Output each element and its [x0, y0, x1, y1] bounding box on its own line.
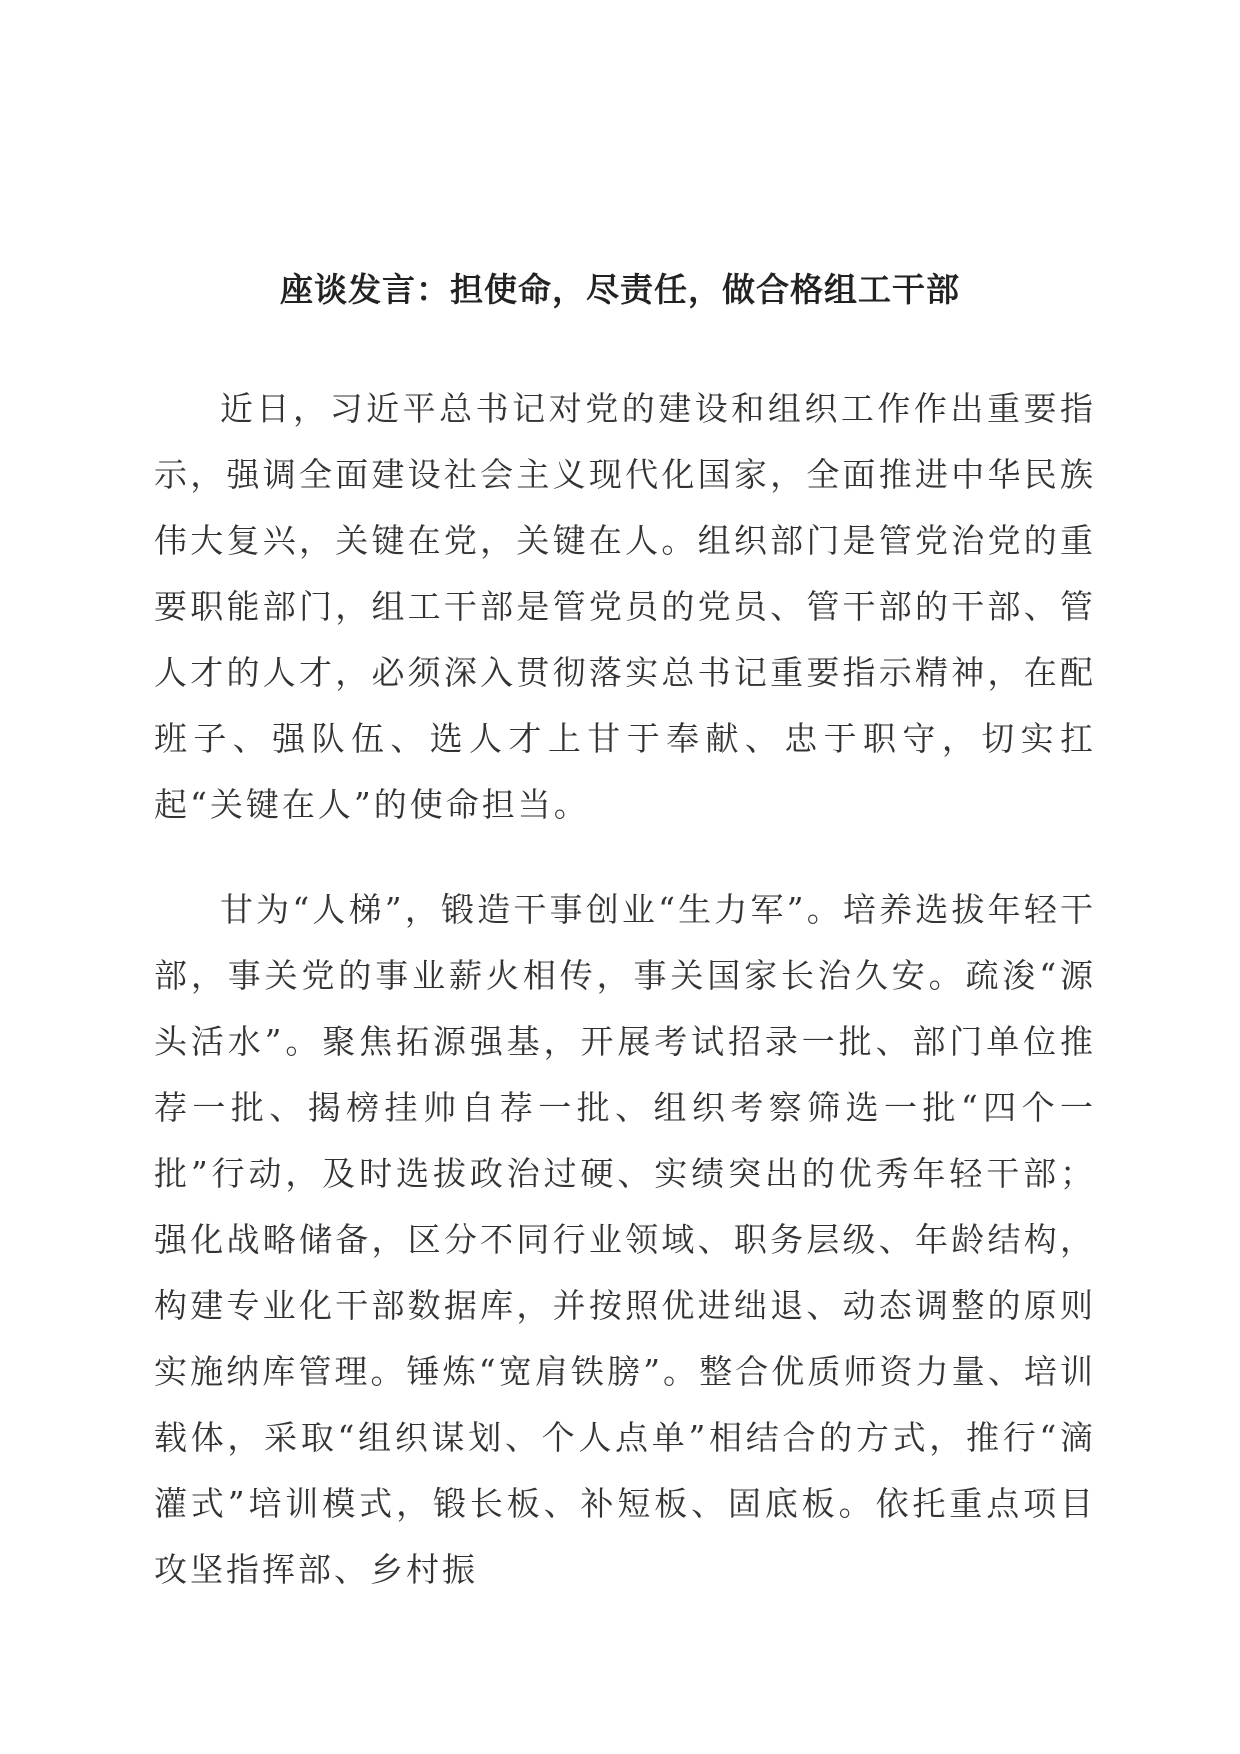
- paragraph-1: 近日，习近平总书记对党的建设和组织工作作出重要指示，强调全面建设社会主义现代化国家，全面推进中华民族伟大复兴，关键在党，关键在人。组织部门是管党治党的重要职能部门，组工干部是管党员的党员、管干部的干部、管人才的人才，必须深入贯彻落实总书记重要指示精神，在配班子、强队伍、选人才上甘于奉献、忠于职守，切实扛起“关键在人”的使命担当。: [154, 389, 1096, 824]
- paragraph-2: 甘为“人梯”，锻造干事创业“生力军”。培养选拔年轻干部，事关党的事业薪火相传，事关国家长治久安。疏浚“源头活水”。聚焦拓源强基，开展考试招录一批、部门单位推荐一批、揭榜挂帅自荐一批、组织考察筛选一批“四个一批”行动，及时选拔政治过硬、实绩突出的优秀年轻干部；强化战略储备，区分不同行业领域、职务层级、年龄结构，构建专业化干部数据库，并按照优进绌退、动态调整的原则实施纳库管理。锤炼“宽肩铁膀”。整合优质师资力量、培训载体，采取“组织谋划、个人点单”相结合的方式，推行“滴灌式”培训模式，锻长板、补短板、固底板。依托重点项目攻坚指挥部、乡村振: [154, 890, 1096, 1589]
- page-title: 座谈发言：担使命，尽责任，做合格组工干部: [280, 270, 960, 309]
